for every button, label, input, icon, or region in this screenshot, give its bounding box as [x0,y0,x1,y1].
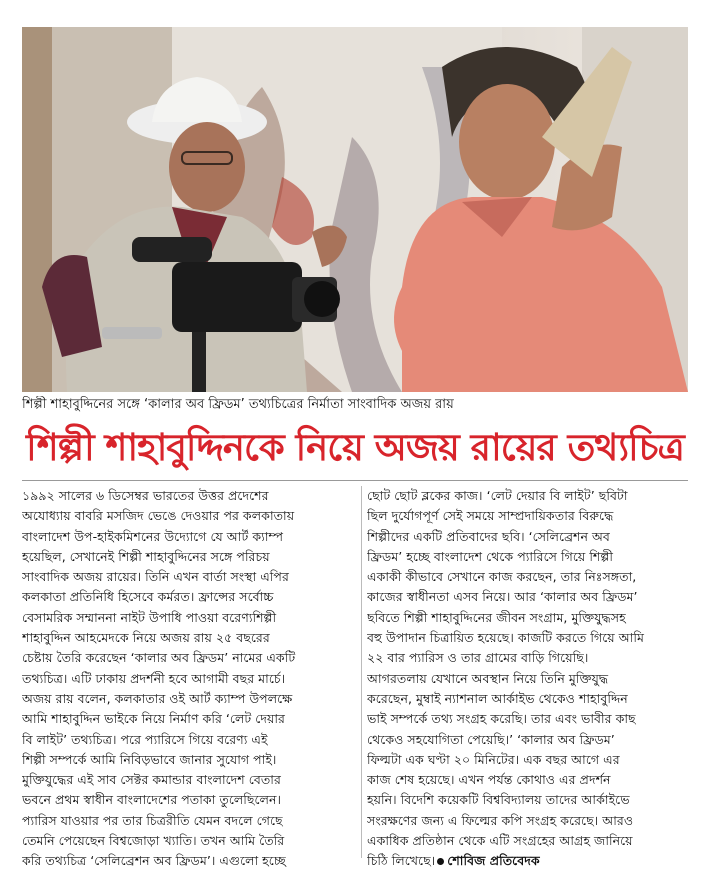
text-line: ফিল্মটা এক ঘণ্টা ২০ মিনিটের। এক বছর আগে এর [367,751,620,767]
text-line: ফ্রিডম’ হচ্ছে বাংলাদেশ থেকে প্যারিসে গিয়ে শিল্পী [367,548,613,564]
text-line: কলকাতা প্রতিনিধি হিসেবে কর্মরত। ফ্রান্সের সর্বোচ্চ [22,589,274,605]
headline-rule [22,480,688,481]
text-line: মুক্তিযুদ্ধের এই সাব সেক্টর কমান্ডার বাংলাদেশ বেতার [22,772,281,788]
text-line: করি তথ্যচিত্র ‘সেলিব্রেশন অব ফ্রিডম’। এগুলো হচ্ছে [22,853,286,869]
text-line: প্যারিস যাওয়ার পর তার চিত্ররীতি যেমন বদলে গেছে [22,812,283,828]
text-line: শিল্পী সম্পর্কে আমি নিবিড়ভাবে জানার সুযোগ পাই। [22,751,277,767]
text-line: বহু উপাদান চিত্রায়িত হয়েছে। কাজটি করতে গিয়ে আমি [367,630,644,646]
text-line: হয়েছিল, সেখানেই শিল্পী শাহাবুদ্দিনের সঙ্গে পরিচয় [22,548,270,564]
text-line: বাংলাদেশ উপ-হাইকমিশনের উদ্যোগে যে আর্ট ক্যাম্প [22,528,284,544]
text-line: সাংবাদিক অজয় রায়ের। তিনি এখন বার্তা সংস্থা এপির [22,569,289,585]
photo-caption: শিল্পী শাহাবুদ্দিনের সঙ্গে ‘কালার অব ফ্রিডম’ তথ্যচিত্রের নির্মাতা সাংবাদিক অজয় রায় [22,397,454,412]
article-column-left [22,486,358,872]
text-line: শাহাবুদ্দিন আহমেদকে নিয়ে অজয় রায় ২৫ বছরের [22,630,270,646]
text-line: ছিল দুর্যোগপূর্ণ সেই সময়ে সাম্প্রদায়িকতার বিরুদ্ধে [367,508,614,524]
column-divider [361,486,362,858]
text-line: শিল্পীদের একটি প্রতিবাদের ছবি। ‘সেলিব্রেশন অব [367,528,610,544]
news-photo [22,27,688,392]
text-line: কাজের স্বাধীনতা এসব নিয়ে। আর ‘কালার অব ফ্রিডম’ [367,589,638,605]
text-line: ২২ বার প্যারিস ও তার গ্রামের বাড়ি গিয়েছি। [367,650,589,666]
text-line: কাজ শেষ হয়েছে। এখন পর্যন্ত কোথাও এর প্রদর্শন [367,772,611,788]
text-line: থেকেও সহযোগিতা পেয়েছি।’ ‘কালার অব ফ্রিডম’ [367,731,615,747]
text-line: ভাই সম্পর্কে তথ্য সংগ্রহ করেছি। তার এবং ভাবীর কাছ [367,711,636,727]
text-line: অযোধ্যায় বাবরি মসজিদ ভেঙে দেওয়ার পর কলকাতায় [22,508,295,524]
text-line: আগরতলায় যেখানে অবস্থান নিয়ে তিনি মুক্তিযুদ্ধ [367,670,609,686]
text-line: করেছেন, মুম্বাই ন্যাশনাল আর্কাইভ থেকেও শাহাবুদ্দিন [367,690,628,706]
text-line: একাকী কীভাবে সেখানে কাজ করছেন, তার নিঃসঙ্গতা, [367,569,637,585]
text-line: অজয় রায় বলেন, কলকাতার ওই আর্ট ক্যাম্প উপলক্ষে [22,690,293,706]
byline: শোবিজ প্রতিবেদক [447,853,540,869]
article-column-right [367,486,689,872]
text-line: আমি শাহাবুদ্দিন ভাইকে নিয়ে নির্মাণ করি ‘লেট দেয়ার [22,711,285,727]
text-line-with-byline [367,851,689,871]
text-line: তথ্যচিত্র। এটি ঢাকায় প্রদর্শনী হবে আগামী বছর মার্চে। [22,670,286,686]
text-line: ১৯৯২ সালের ৬ ডিসেম্বর ভারতের উত্তর প্রদেশের [22,488,269,503]
text-line: বি লাইট’ তথ্যচিত্র। পরে প্যারিসে গিয়ে বরেণ্য এই [22,731,268,747]
text-line: একাধিক প্রতিষ্ঠান থেকে এটি সংগ্রহের আগ্রহ জানিয়ে [367,833,633,849]
text-line: বেসামরিক সম্মাননা নাইট উপাধি পাওয়া বরেণ্যশিল্পী [22,609,277,625]
text-line: সংরক্ষণের জন্য এ ফিল্মের কপি সংগ্রহ করেছে। আরও [367,812,634,828]
text-line: চিঠি লিখেছে। [367,853,436,869]
text-line: চেষ্টায় তৈরি করেছেন ‘কালার অব ফ্রিডম’ নামের একটি [22,650,296,666]
text-line: তেমনি পেয়েছেন বিশ্বজোড়া খ্যাতি। তখন আমি তৈরি [22,833,285,849]
photo-illustration [22,27,688,392]
headline: শিল্পী শাহাবুদ্দিনকে নিয়ে অজয় রায়ের তথ্যচিত্র [26,426,684,469]
text-line: ভবনে প্রথম স্বাধীন বাংলাদেশের পতাকা তুলেছিলেন। [22,792,281,808]
text-line: ছবিতে শিল্পী শাহাবুদ্দিনের জীবন সংগ্রাম, মুক্তিযুদ্ধসহ [367,609,626,625]
text-line: ছোট ছোট ব্লকের কাজ। ‘লেট দেয়ার বি লাইট’ ছবিটা [367,488,628,503]
text-line: হয়নি। বিদেশি কয়েকটি বিশ্ববিদ্যালয় তাদের আর্কাইভে [367,792,630,808]
